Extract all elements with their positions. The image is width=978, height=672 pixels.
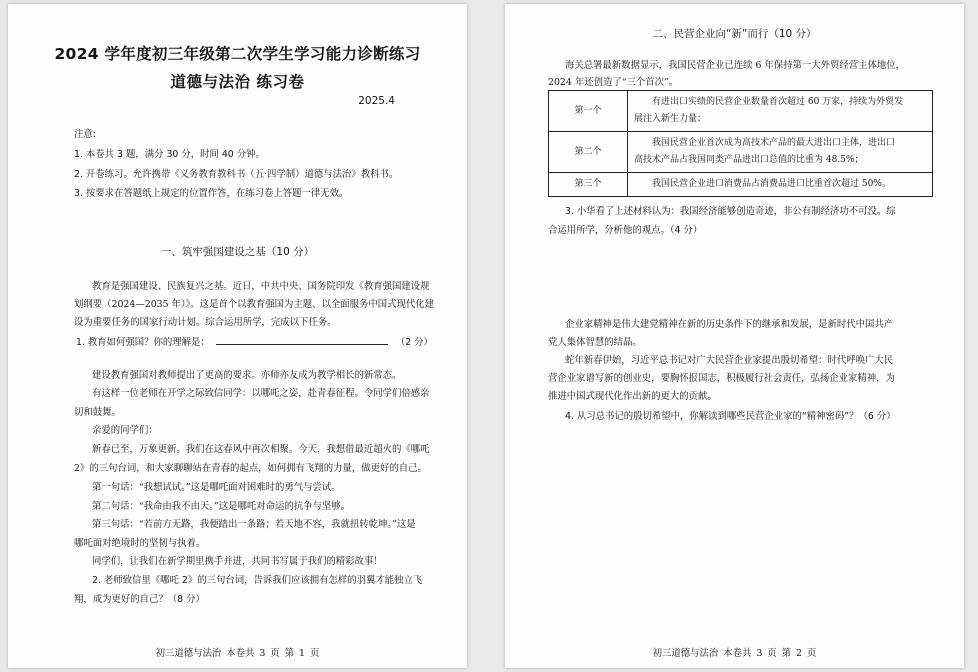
question-2-line: 翔，成为更好的自己？（8 分） — [74, 594, 205, 605]
passage-line: 营企业家谱写新的创业史，要胸怀报国志，积极履行社会责任，弘扬企业家精神，为 — [548, 373, 895, 384]
note-item: 2. 开卷练习。允许携带《义务教育教科书（五·四学制）道德与法治》教科书。 — [74, 169, 399, 180]
passage-line: 第二句话：“我命由我不由天。”这是哪吒对命运的抗争与坚够。 — [92, 501, 351, 512]
exam-subject-title: 道德与法治 练习卷 — [170, 73, 305, 91]
passage-line: 党人集体智慧的结晶。 — [548, 337, 642, 348]
passage-line: 推进中国式现代化作出新的更大的贡献。 — [548, 391, 717, 402]
passage-line: 蛇年新春伊始，习近平总书记对广大民营企业家提出殷切希望：时代呼唤广大民 — [565, 355, 894, 366]
section-1-heading: 一、筑牢强国建设之基（10 分） — [160, 246, 315, 258]
passage-line: 同学们，让我们在新学期里携手并进，共同书写属于我们的精彩故事！ — [92, 556, 383, 567]
table-row-content — [628, 132, 933, 173]
page-footer: 初三道德与法治 本卷共 3 页 第 1 页 — [155, 648, 320, 659]
question-1-score: （2 分） — [395, 337, 433, 348]
exam-date: 2025.4 — [358, 95, 395, 107]
passage-line: 2》的三句台词，和大家聊聊站在青春的起点，如何拥有飞翔的力量，做更好的自己。 — [74, 463, 427, 474]
table-cell-line: 我国民营企业进口消费品占消费品进口比重首次超过 50%。 — [652, 179, 891, 189]
table-row-label: 第一个 — [549, 91, 628, 132]
table-row-label: 第三个 — [549, 173, 628, 197]
table-cell-line: 展注入新生力量； — [634, 114, 707, 124]
answer-blank — [216, 336, 388, 345]
question-3-line: 3. 小华看了上述材料认为：我国经济能够创造奇迹，非公有制经济功不可没。综 — [565, 206, 896, 217]
table-row-label: 第二个 — [549, 132, 628, 173]
table-cell-line: 我国民营企业首次成为高技术产品的最大进出口主体，进出口 — [652, 138, 896, 148]
intro-line: 2024 年还创造了“三个首次”。 — [548, 77, 679, 88]
page-footer: 初三道德与法治 本卷共 3 页 第 2 页 — [652, 648, 817, 659]
passage-line: 新春已至，万象更新。我们在这春风中再次相聚。今天，我想借最近超火的《哪吒 — [92, 444, 430, 455]
passage-line: 切和鼓舞。 — [74, 407, 121, 418]
exam-title: 2024 学年度初三年级第二次学生学习能力诊断练习 — [54, 45, 421, 63]
intro-line: 教育是强国建设、民族复兴之基。近日，中共中央、国务院印发《教育强国建设规 — [92, 281, 430, 292]
section-2-heading: 二、民营企业向“新”而行（10 分） — [652, 28, 817, 40]
table-row-content — [628, 91, 933, 132]
question-3-line: 合运用所学，分析他的观点。（4 分） — [548, 225, 703, 236]
exam-page-1 — [8, 4, 467, 668]
table-row — [549, 173, 933, 197]
intro-line: 划纲要（2024—2035 年）》。这是首个以教育强国为主题、以全面服务中国式现代化建 — [74, 299, 435, 310]
three-firsts-table — [548, 90, 933, 197]
note-item: 1. 本卷共 3 题，满分 30 分，时间 40 分钟。 — [74, 149, 265, 160]
table-row — [549, 91, 933, 132]
exam-page-2 — [505, 4, 964, 668]
question-2-line: 2. 老师致信里《哪吒 2》的三句台词，告诉我们应该拥有怎样的羽翼才能独立飞 — [92, 575, 423, 586]
intro-line: 设为重要任务的国家行动计划。综合运用所学，完成以下任务。 — [74, 317, 337, 328]
passage-line: 第三句话：“若前方无路，我便踏出一条路；若天地不容，我就扭转乾坤。”这是 — [92, 519, 416, 530]
note-item: 3. 按要求在答题纸上规定的位置作答，在练习卷上答题一律无效。 — [74, 188, 349, 199]
table-row — [549, 132, 933, 173]
table-row-content — [628, 173, 933, 197]
notes-heading: 注意: — [74, 129, 96, 140]
passage-line: 亲爱的同学们： — [92, 425, 158, 436]
question-4: 4. 从习总书记的殷切希望中，你解读到哪些民营企业家的“精神密码”？（6 分） — [565, 411, 896, 422]
question-1-text: 1. 教育如何强国？你的理解是： — [76, 337, 210, 348]
passage-line: 哪吒面对绝境时的坚韧与执着。 — [74, 538, 206, 549]
table-cell-line: 有进出口实绩的民营企业数量首次超过 60 万家，持续为外贸发 — [652, 97, 904, 107]
passage-line: 有这样一位老师在开学之际致信同学：以哪吒之姿，赴青春征程。令同学们倍感亲 — [92, 388, 430, 399]
intro-line: 海关总署最新数据显示，我国民营企业已连续 6 年保持第一大外贸经营主体地位， — [565, 60, 906, 71]
passage-line: 第一句话：“我想试试。”这是哪吒面对困难时的勇气与尝试。 — [92, 482, 341, 493]
passage-line: 企业家精神是伟大建党精神在新的历史条件下的继承和发展，是新时代中国共产 — [565, 319, 894, 330]
table-cell-line: 高技术产品占我国同类产品进出口总值的比重为 48.5%； — [634, 155, 864, 165]
question-1 — [76, 336, 433, 347]
passage-line: 建设教育强国对教师提出了更高的要求。亦师亦友成为教学相长的新常态。 — [92, 370, 402, 381]
